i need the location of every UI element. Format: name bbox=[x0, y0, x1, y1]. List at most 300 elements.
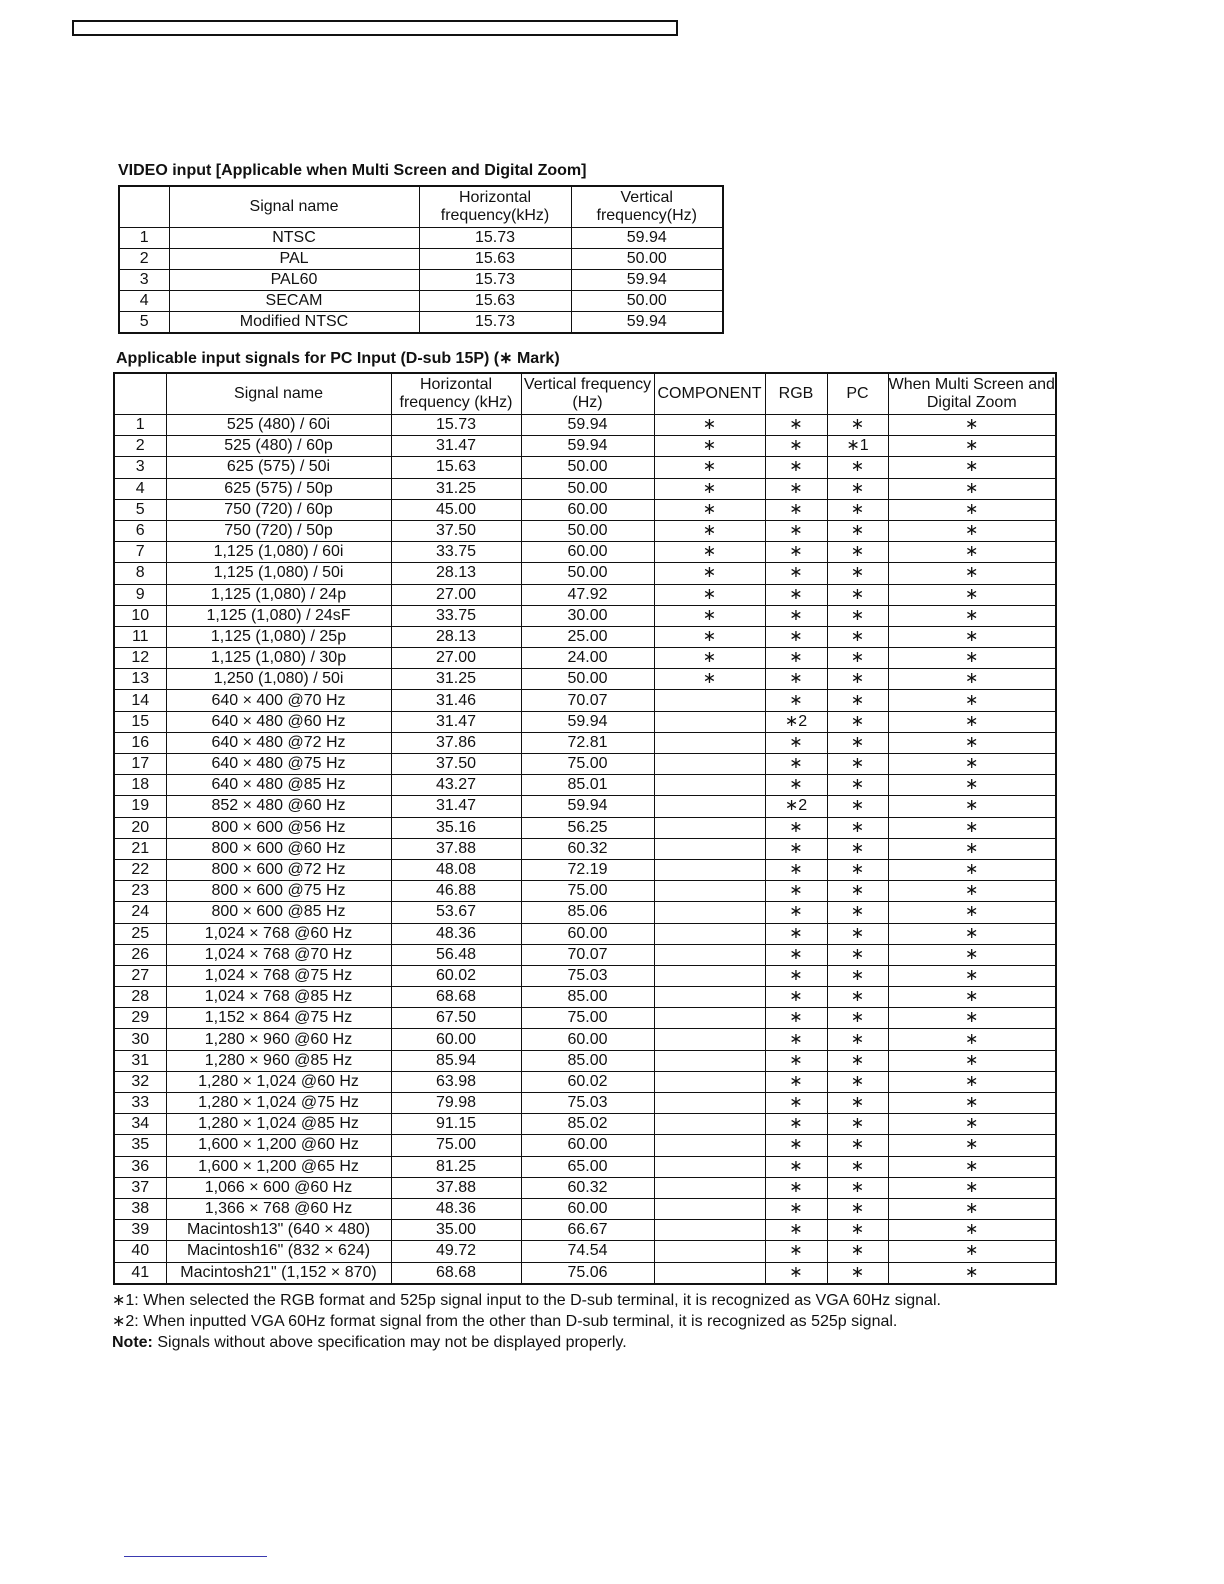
pc-table-cell: ∗ bbox=[765, 499, 827, 520]
table-row bbox=[114, 987, 1056, 1008]
pc-table-cell: ∗ bbox=[888, 1071, 1056, 1092]
pc-table-cell: 85.94 bbox=[391, 1050, 521, 1071]
pc-header-cell: COMPONENT bbox=[654, 373, 765, 415]
pc-table-cell: 1,125 (1,080) / 24sF bbox=[166, 605, 391, 626]
pc-table-cell: ∗ bbox=[827, 626, 888, 647]
pc-table-cell: ∗ bbox=[827, 1114, 888, 1135]
pc-table-cell: 1,600 × 1,200 @60 Hz bbox=[166, 1135, 391, 1156]
pc-table-cell: ∗ bbox=[888, 944, 1056, 965]
pc-table-cell: 2 bbox=[114, 436, 166, 457]
pc-table-cell: 1,600 × 1,200 @65 Hz bbox=[166, 1156, 391, 1177]
pc-table-cell: 35.16 bbox=[391, 817, 521, 838]
pc-table-cell: 59.94 bbox=[521, 436, 654, 457]
video-header-cell: Vertical frequency(Hz) bbox=[571, 186, 723, 228]
pc-table-cell: 14 bbox=[114, 690, 166, 711]
pc-table-cell: 60.02 bbox=[391, 965, 521, 986]
pc-table-cell: ∗ bbox=[827, 1008, 888, 1029]
pc-table-cell: ∗ bbox=[827, 732, 888, 753]
pc-table-cell: 48.36 bbox=[391, 923, 521, 944]
pc-table-cell: ∗ bbox=[888, 732, 1056, 753]
pc-table-cell: 85.00 bbox=[521, 987, 654, 1008]
pc-table-cell bbox=[654, 859, 765, 880]
pc-table-cell: 1,024 × 768 @75 Hz bbox=[166, 965, 391, 986]
video-table-body bbox=[119, 228, 723, 334]
pc-table-cell: ∗ bbox=[765, 902, 827, 923]
pc-table-cell: ∗2 bbox=[765, 711, 827, 732]
table-row bbox=[119, 249, 723, 270]
pc-table-cell: ∗ bbox=[888, 965, 1056, 986]
pc-table-cell: 1,280 × 1,024 @75 Hz bbox=[166, 1093, 391, 1114]
pc-table-cell: 50.00 bbox=[521, 563, 654, 584]
pc-table-cell: 8 bbox=[114, 563, 166, 584]
footnote-1: ∗1: When selected the RGB format and 525p signal input to the D-sub terminal, it is recognized as VGA 60Hz signal. bbox=[112, 1292, 941, 1309]
pc-table-cell: 800 × 600 @72 Hz bbox=[166, 859, 391, 880]
pc-table-cell: ∗ bbox=[888, 520, 1056, 541]
pc-table-cell: 75.00 bbox=[391, 1135, 521, 1156]
pc-table-cell: 15 bbox=[114, 711, 166, 732]
pc-table-cell: 640 × 400 @70 Hz bbox=[166, 690, 391, 711]
pc-table-cell: ∗ bbox=[827, 1262, 888, 1284]
pc-table-cell: ∗ bbox=[654, 669, 765, 690]
pc-table-cell: 5 bbox=[114, 499, 166, 520]
pc-table-cell: ∗ bbox=[827, 859, 888, 880]
pc-table-cell: ∗ bbox=[765, 1029, 827, 1050]
pc-table-cell: 1,280 × 1,024 @85 Hz bbox=[166, 1114, 391, 1135]
pc-table-cell bbox=[654, 1071, 765, 1092]
pc-table-cell: 39 bbox=[114, 1220, 166, 1241]
pc-table-cell: ∗ bbox=[827, 1071, 888, 1092]
pc-table-cell: ∗ bbox=[888, 415, 1056, 436]
pc-table-cell: 59.94 bbox=[521, 415, 654, 436]
table-row bbox=[114, 944, 1056, 965]
table-row bbox=[114, 1220, 1056, 1241]
table-row bbox=[114, 1177, 1056, 1198]
pc-table-cell: 31.25 bbox=[391, 478, 521, 499]
video-table-cell: Modified NTSC bbox=[169, 312, 419, 334]
pc-table-cell: Macintosh21" (1,152 × 870) bbox=[166, 1262, 391, 1284]
video-table-cell: 15.73 bbox=[419, 312, 571, 334]
pc-table-cell bbox=[654, 732, 765, 753]
table-row bbox=[114, 563, 1056, 584]
table-row bbox=[114, 902, 1056, 923]
pc-table-cell: ∗ bbox=[827, 1220, 888, 1241]
table-row bbox=[114, 1114, 1056, 1135]
pc-table-cell: ∗ bbox=[765, 415, 827, 436]
header-frame bbox=[72, 20, 678, 36]
pc-table-cell: 525 (480) / 60p bbox=[166, 436, 391, 457]
pc-table-cell: ∗ bbox=[765, 669, 827, 690]
table-row bbox=[114, 626, 1056, 647]
pc-table-cell: 50.00 bbox=[521, 478, 654, 499]
pc-table-cell: ∗ bbox=[827, 796, 888, 817]
pc-table-cell: 800 × 600 @60 Hz bbox=[166, 838, 391, 859]
pc-table-cell: 15.63 bbox=[391, 457, 521, 478]
pc-table-cell: 31 bbox=[114, 1050, 166, 1071]
pc-table-cell: 28.13 bbox=[391, 626, 521, 647]
pc-table-cell: 31.47 bbox=[391, 796, 521, 817]
video-table-cell: 5 bbox=[119, 312, 169, 334]
pc-table-cell: ∗ bbox=[888, 1008, 1056, 1029]
pc-table-cell: 27.00 bbox=[391, 648, 521, 669]
pc-table-cell: 31.25 bbox=[391, 669, 521, 690]
table-row bbox=[114, 796, 1056, 817]
pc-header-cell: RGB bbox=[765, 373, 827, 415]
table-row bbox=[119, 270, 723, 291]
pc-table-cell: ∗ bbox=[827, 690, 888, 711]
pc-table-cell: 800 × 600 @75 Hz bbox=[166, 881, 391, 902]
pc-table-cell: 28 bbox=[114, 987, 166, 1008]
pc-table-cell: 20 bbox=[114, 817, 166, 838]
table-row bbox=[114, 923, 1056, 944]
pc-table-cell: 37.88 bbox=[391, 838, 521, 859]
pc-table-cell: 19 bbox=[114, 796, 166, 817]
table-row bbox=[114, 838, 1056, 859]
pc-table-cell: ∗ bbox=[654, 626, 765, 647]
pc-table-cell: ∗ bbox=[827, 1241, 888, 1262]
pc-table-cell: 3 bbox=[114, 457, 166, 478]
pc-table-cell: ∗ bbox=[888, 1241, 1056, 1262]
pc-table-cell: ∗ bbox=[827, 1156, 888, 1177]
pc-table-cell: 33 bbox=[114, 1093, 166, 1114]
pc-table-cell: 1,125 (1,080) / 60i bbox=[166, 542, 391, 563]
pc-table-cell: 81.25 bbox=[391, 1156, 521, 1177]
pc-table-cell: 800 × 600 @56 Hz bbox=[166, 817, 391, 838]
pc-header-cell: Vertical frequency (Hz) bbox=[521, 373, 654, 415]
pc-table-cell: ∗ bbox=[827, 1093, 888, 1114]
pc-table-cell: ∗ bbox=[765, 1071, 827, 1092]
pc-header-cell bbox=[114, 373, 166, 415]
pc-table-cell: ∗ bbox=[654, 648, 765, 669]
pc-table-cell: 75.00 bbox=[521, 881, 654, 902]
table-row bbox=[114, 542, 1056, 563]
table-row bbox=[114, 1262, 1056, 1284]
pc-table-cell: ∗ bbox=[765, 775, 827, 796]
pc-table-cell: 37.86 bbox=[391, 732, 521, 753]
pc-table-cell: ∗ bbox=[765, 881, 827, 902]
pc-table-cell: ∗ bbox=[888, 1220, 1056, 1241]
pc-table-cell: ∗ bbox=[827, 775, 888, 796]
pc-table-cell: 68.68 bbox=[391, 1262, 521, 1284]
pc-table-cell: 1,280 × 1,024 @60 Hz bbox=[166, 1071, 391, 1092]
pc-table-cell: 640 × 480 @85 Hz bbox=[166, 775, 391, 796]
table-row bbox=[114, 1029, 1056, 1050]
pc-table-cell: ∗ bbox=[888, 1156, 1056, 1177]
pc-table-cell: 7 bbox=[114, 542, 166, 563]
pc-table-cell: 26 bbox=[114, 944, 166, 965]
pc-table-cell: ∗ bbox=[827, 499, 888, 520]
pc-table-cell: 53.67 bbox=[391, 902, 521, 923]
pc-table-cell: 640 × 480 @60 Hz bbox=[166, 711, 391, 732]
pc-table-cell: ∗ bbox=[765, 626, 827, 647]
table-row bbox=[114, 1135, 1056, 1156]
table-row bbox=[114, 520, 1056, 541]
pc-table-cell bbox=[654, 1262, 765, 1284]
pc-table-cell: 75.00 bbox=[521, 754, 654, 775]
pc-table-cell: 25 bbox=[114, 923, 166, 944]
pc-table-cell: ∗ bbox=[888, 754, 1056, 775]
video-table-cell: 15.63 bbox=[419, 291, 571, 312]
pc-table-cell: ∗ bbox=[888, 690, 1056, 711]
table-row bbox=[119, 228, 723, 249]
pc-table-cell: ∗ bbox=[827, 711, 888, 732]
pc-table-cell: ∗ bbox=[888, 1262, 1056, 1284]
pc-table-cell: 56.48 bbox=[391, 944, 521, 965]
pc-table-cell: ∗ bbox=[765, 1198, 827, 1219]
pc-table-cell: 60.32 bbox=[521, 1177, 654, 1198]
pc-table-cell: 24.00 bbox=[521, 648, 654, 669]
pc-table-cell: 63.98 bbox=[391, 1071, 521, 1092]
pc-table-cell: ∗ bbox=[888, 796, 1056, 817]
pc-table-cell: ∗ bbox=[827, 648, 888, 669]
pc-table-cell: 37.50 bbox=[391, 754, 521, 775]
table-row bbox=[114, 711, 1056, 732]
pc-table-cell: 48.36 bbox=[391, 1198, 521, 1219]
video-input-table bbox=[118, 185, 724, 334]
pc-table-cell: 37.88 bbox=[391, 1177, 521, 1198]
pc-table-cell: 1,125 (1,080) / 25p bbox=[166, 626, 391, 647]
pc-table-cell: 15.73 bbox=[391, 415, 521, 436]
pc-table-cell: 75.03 bbox=[521, 1093, 654, 1114]
pc-table-cell: 1,280 × 960 @60 Hz bbox=[166, 1029, 391, 1050]
pc-table-cell: ∗ bbox=[654, 542, 765, 563]
pc-table-cell: ∗ bbox=[765, 605, 827, 626]
pc-table-cell: ∗ bbox=[654, 415, 765, 436]
note-label: Note: bbox=[112, 1334, 153, 1351]
pc-table-cell bbox=[654, 1029, 765, 1050]
pc-table-cell: 75.03 bbox=[521, 965, 654, 986]
video-table-cell: 3 bbox=[119, 270, 169, 291]
pc-table-cell: ∗ bbox=[827, 817, 888, 838]
pc-table-cell: 750 (720) / 60p bbox=[166, 499, 391, 520]
pc-table-cell: ∗ bbox=[888, 584, 1056, 605]
pc-table-cell: 12 bbox=[114, 648, 166, 669]
pc-table-cell: ∗ bbox=[888, 648, 1056, 669]
pc-table-cell: ∗ bbox=[765, 648, 827, 669]
table-row bbox=[114, 1198, 1056, 1219]
pc-table-cell: ∗ bbox=[765, 690, 827, 711]
table-row bbox=[114, 732, 1056, 753]
pc-table-cell: 59.94 bbox=[521, 711, 654, 732]
table-row bbox=[114, 669, 1056, 690]
pc-header-cell: PC bbox=[827, 373, 888, 415]
pc-table-cell: 70.07 bbox=[521, 944, 654, 965]
pc-table-cell: ∗ bbox=[654, 478, 765, 499]
pc-table-cell: ∗ bbox=[888, 1029, 1056, 1050]
pc-table-cell: ∗ bbox=[654, 584, 765, 605]
pc-table-cell: ∗ bbox=[888, 902, 1056, 923]
pc-table-cell: ∗ bbox=[888, 563, 1056, 584]
pc-table-cell: ∗ bbox=[827, 1050, 888, 1071]
table-row bbox=[114, 1008, 1056, 1029]
pc-table-cell: Macintosh16" (832 × 624) bbox=[166, 1241, 391, 1262]
pc-header-cell: Horizontal frequency (kHz) bbox=[391, 373, 521, 415]
pc-table-cell: ∗ bbox=[827, 563, 888, 584]
pc-table-cell: 800 × 600 @85 Hz bbox=[166, 902, 391, 923]
pc-table-cell: ∗ bbox=[765, 436, 827, 457]
pc-table-cell: ∗ bbox=[765, 584, 827, 605]
pc-table-cell: ∗ bbox=[827, 965, 888, 986]
pc-table-cell: 21 bbox=[114, 838, 166, 859]
pc-table-cell: 65.00 bbox=[521, 1156, 654, 1177]
pc-table-cell bbox=[654, 902, 765, 923]
pc-table-cell: 1 bbox=[114, 415, 166, 436]
pc-table-body bbox=[114, 415, 1056, 1284]
pc-table-cell: ∗ bbox=[888, 1093, 1056, 1114]
pc-table-cell: 24 bbox=[114, 902, 166, 923]
pc-table-cell: ∗ bbox=[888, 436, 1056, 457]
pc-table-cell: ∗ bbox=[765, 1156, 827, 1177]
pc-table-cell: 72.19 bbox=[521, 859, 654, 880]
pc-table-cell: ∗ bbox=[827, 902, 888, 923]
pc-table-cell: 1,024 × 768 @60 Hz bbox=[166, 923, 391, 944]
video-table-cell: 59.94 bbox=[571, 312, 723, 334]
table-row bbox=[114, 690, 1056, 711]
pc-table-cell: 79.98 bbox=[391, 1093, 521, 1114]
pc-table-cell: 1,024 × 768 @70 Hz bbox=[166, 944, 391, 965]
pc-table-cell: 60.00 bbox=[391, 1029, 521, 1050]
pc-table-cell: ∗ bbox=[888, 838, 1056, 859]
pc-table-cell: 525 (480) / 60i bbox=[166, 415, 391, 436]
pc-table-cell: ∗ bbox=[654, 499, 765, 520]
pc-table-cell bbox=[654, 754, 765, 775]
video-input-title: VIDEO input [Applicable when Multi Screen and Digital Zoom] bbox=[118, 162, 587, 179]
pc-table-cell bbox=[654, 775, 765, 796]
table-row bbox=[114, 817, 1056, 838]
table-row bbox=[119, 291, 723, 312]
pc-table-cell: ∗ bbox=[888, 605, 1056, 626]
pc-table-cell: 85.00 bbox=[521, 1050, 654, 1071]
pc-table-cell: 31.47 bbox=[391, 711, 521, 732]
pc-table-cell: ∗ bbox=[888, 711, 1056, 732]
pc-table-cell: ∗ bbox=[765, 1262, 827, 1284]
pc-table-cell: 60.00 bbox=[521, 1029, 654, 1050]
pc-table-cell: 60.00 bbox=[521, 499, 654, 520]
pc-table-cell: ∗2 bbox=[765, 796, 827, 817]
pc-table-cell: 70.07 bbox=[521, 690, 654, 711]
pc-table-cell bbox=[654, 923, 765, 944]
pc-table-cell: 85.01 bbox=[521, 775, 654, 796]
pc-table-cell: ∗ bbox=[765, 1093, 827, 1114]
pc-table-cell: ∗ bbox=[888, 478, 1056, 499]
pc-table-cell: 75.06 bbox=[521, 1262, 654, 1284]
pc-table-cell: 41 bbox=[114, 1262, 166, 1284]
pc-table-cell: ∗ bbox=[888, 457, 1056, 478]
pc-table-cell: 66.67 bbox=[521, 1220, 654, 1241]
footnotes bbox=[112, 1290, 941, 1353]
pc-table-cell: 750 (720) / 50p bbox=[166, 520, 391, 541]
pc-table-cell bbox=[654, 1050, 765, 1071]
pc-table-cell: ∗ bbox=[888, 1198, 1056, 1219]
pc-table-cell: ∗ bbox=[765, 520, 827, 541]
pc-table-cell bbox=[654, 1156, 765, 1177]
table-row bbox=[114, 605, 1056, 626]
pc-table-cell bbox=[654, 1220, 765, 1241]
table-row bbox=[114, 859, 1056, 880]
video-table-cell: NTSC bbox=[169, 228, 419, 249]
pc-table-cell: ∗ bbox=[765, 457, 827, 478]
pc-table-cell: 1,125 (1,080) / 30p bbox=[166, 648, 391, 669]
pc-table-cell: ∗ bbox=[888, 542, 1056, 563]
pc-table-cell: 48.08 bbox=[391, 859, 521, 880]
pc-table-cell: ∗ bbox=[765, 817, 827, 838]
pc-table-cell: ∗ bbox=[827, 881, 888, 902]
pc-table-cell bbox=[654, 1241, 765, 1262]
pc-table-cell bbox=[654, 690, 765, 711]
pc-table-cell: ∗ bbox=[765, 1220, 827, 1241]
video-table-cell: 15.63 bbox=[419, 249, 571, 270]
pc-table-cell: 35.00 bbox=[391, 1220, 521, 1241]
pc-table-cell: 13 bbox=[114, 669, 166, 690]
pc-table-cell: ∗ bbox=[827, 520, 888, 541]
table-row bbox=[114, 499, 1056, 520]
pc-table-cell: ∗ bbox=[765, 838, 827, 859]
pc-table-cell: 37.50 bbox=[391, 520, 521, 541]
pc-table-cell: ∗ bbox=[765, 923, 827, 944]
pc-table-cell bbox=[654, 1177, 765, 1198]
pc-table-cell: ∗ bbox=[765, 542, 827, 563]
table-row bbox=[114, 754, 1056, 775]
pc-table-cell: 43.27 bbox=[391, 775, 521, 796]
pc-table-cell bbox=[654, 817, 765, 838]
pc-table-cell: 34 bbox=[114, 1114, 166, 1135]
pc-table-cell: 32 bbox=[114, 1071, 166, 1092]
table-row bbox=[114, 457, 1056, 478]
video-table-header-row bbox=[119, 186, 723, 228]
pc-table-cell: ∗ bbox=[765, 987, 827, 1008]
pc-table-cell: ∗ bbox=[765, 563, 827, 584]
pc-table-cell bbox=[654, 1008, 765, 1029]
video-table-cell: 50.00 bbox=[571, 249, 723, 270]
pc-table-cell bbox=[654, 881, 765, 902]
pc-table-cell: 36 bbox=[114, 1156, 166, 1177]
pc-table-cell: 60.00 bbox=[521, 1198, 654, 1219]
table-row bbox=[114, 415, 1056, 436]
pc-table-cell: 47.92 bbox=[521, 584, 654, 605]
table-row bbox=[114, 1241, 1056, 1262]
pc-table-cell: ∗ bbox=[888, 775, 1056, 796]
pc-table-cell: ∗ bbox=[827, 754, 888, 775]
pc-table-cell bbox=[654, 1093, 765, 1114]
table-row bbox=[114, 1050, 1056, 1071]
video-header-cell bbox=[119, 186, 169, 228]
pc-table-cell bbox=[654, 711, 765, 732]
video-table-cell: 50.00 bbox=[571, 291, 723, 312]
pc-table-cell: 10 bbox=[114, 605, 166, 626]
table-row bbox=[114, 1093, 1056, 1114]
pc-table-cell: ∗ bbox=[827, 457, 888, 478]
pc-table-cell: 1,366 × 768 @60 Hz bbox=[166, 1198, 391, 1219]
pc-table-cell: Macintosh13" (640 × 480) bbox=[166, 1220, 391, 1241]
pc-table-cell: 91.15 bbox=[391, 1114, 521, 1135]
pc-table-cell: ∗ bbox=[827, 605, 888, 626]
pc-table-cell bbox=[654, 796, 765, 817]
pc-table-cell: ∗ bbox=[765, 944, 827, 965]
pc-table-cell: 1,250 (1,080) / 50i bbox=[166, 669, 391, 690]
pc-table-cell: ∗ bbox=[765, 1008, 827, 1029]
pc-table-cell: 50.00 bbox=[521, 520, 654, 541]
pc-table-cell: ∗1 bbox=[827, 436, 888, 457]
pc-table-cell: 1,125 (1,080) / 50i bbox=[166, 563, 391, 584]
pc-table-cell bbox=[654, 944, 765, 965]
video-table-cell: 15.73 bbox=[419, 270, 571, 291]
pc-table-cell: 75.00 bbox=[521, 1008, 654, 1029]
pc-table-cell: 25.00 bbox=[521, 626, 654, 647]
pc-table-cell: 1,152 × 864 @75 Hz bbox=[166, 1008, 391, 1029]
table-row bbox=[114, 881, 1056, 902]
pc-table-cell: ∗ bbox=[827, 1198, 888, 1219]
pc-table-cell: ∗ bbox=[888, 1135, 1056, 1156]
pc-table-cell: ∗ bbox=[765, 1241, 827, 1262]
